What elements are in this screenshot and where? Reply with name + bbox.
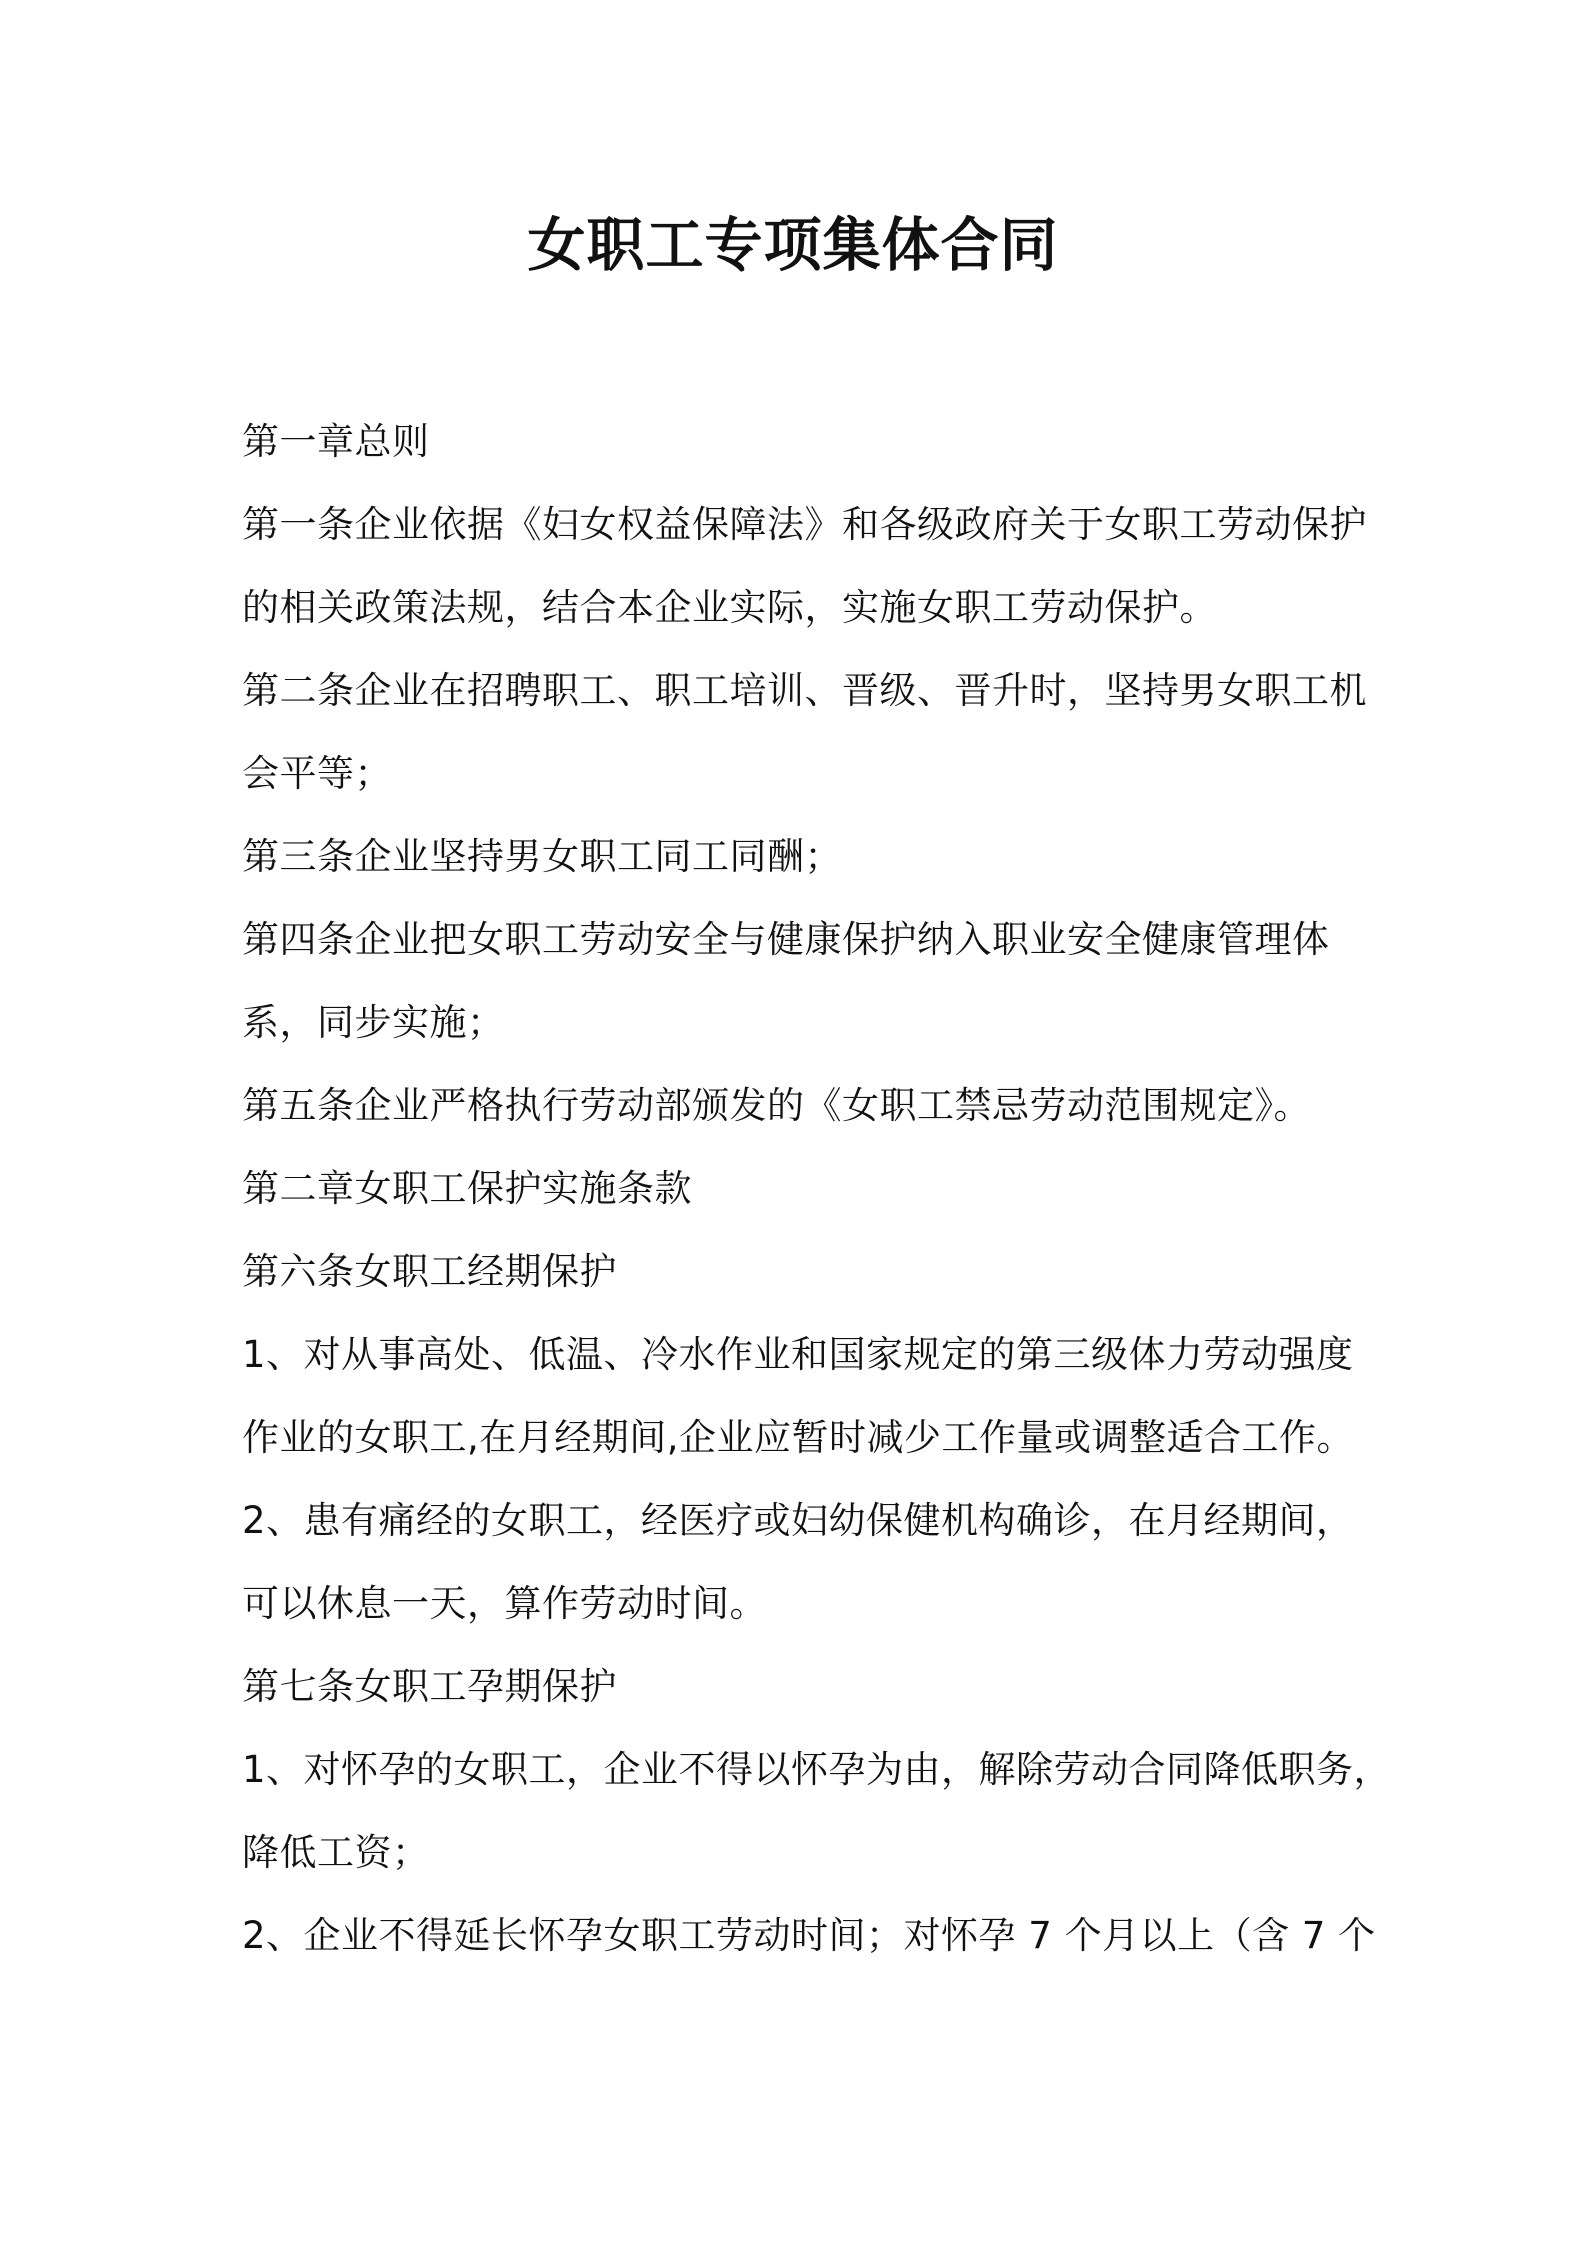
- text-line: 第二条企业在招聘职工、职工培训、晋级、晋升时，坚持男女职工机: [242, 669, 1367, 712]
- text-line: 系，同步实施；: [242, 1001, 505, 1044]
- document-body: [242, 400, 1392, 1977]
- text-line: 第一章总则: [242, 420, 430, 463]
- text-line: 第七条女职工孕期保护: [242, 1665, 617, 1708]
- text-line: 会平等；: [242, 752, 392, 795]
- text-line: 可以休息一天，算作劳动时间。: [242, 1582, 767, 1625]
- text-line: 第四条企业把女职工劳动安全与健康保护纳入职业安全健康管理体: [242, 918, 1330, 961]
- text-line: 的相关政策法规，结合本企业实际，实施女职工劳动保护。: [242, 586, 1217, 629]
- text-line: 1、对从事高处、低温、冷水作业和国家规定的第三级体力劳动强度: [242, 1333, 1354, 1376]
- text-line: 2、患有痛经的女职工，经医疗或妇幼保健机构确诊，在月经期间，: [242, 1499, 1354, 1542]
- text-line: 第六条女职工经期保护: [242, 1250, 617, 1293]
- text-line: 1、对怀孕的女职工，企业不得以怀孕为由，解除劳动合同降低职务，: [242, 1748, 1392, 1791]
- text-line: 作业的女职工,在月经期间,企业应暂时减少工作量或调整适合工作。: [242, 1416, 1355, 1459]
- text-line: 第五条企业严格执行劳动部颁发的《女职工禁忌劳动范围规定》。: [242, 1084, 1311, 1127]
- text-line: 降低工资；: [242, 1831, 430, 1874]
- text-line: 第二章女职工保护实施条款: [242, 1167, 692, 1210]
- document-title: 女职工专项集体合同: [527, 211, 1059, 279]
- text-line: 2、企业不得延长怀孕女职工劳动时间；对怀孕 7 个月以上（含 7 个: [242, 1914, 1376, 1957]
- text-line: 第三条企业坚持男女职工同工同酬；: [242, 835, 842, 878]
- text-line: 第一条企业依据《妇女权益保障法》和各级政府关于女职工劳动保护: [242, 503, 1367, 546]
